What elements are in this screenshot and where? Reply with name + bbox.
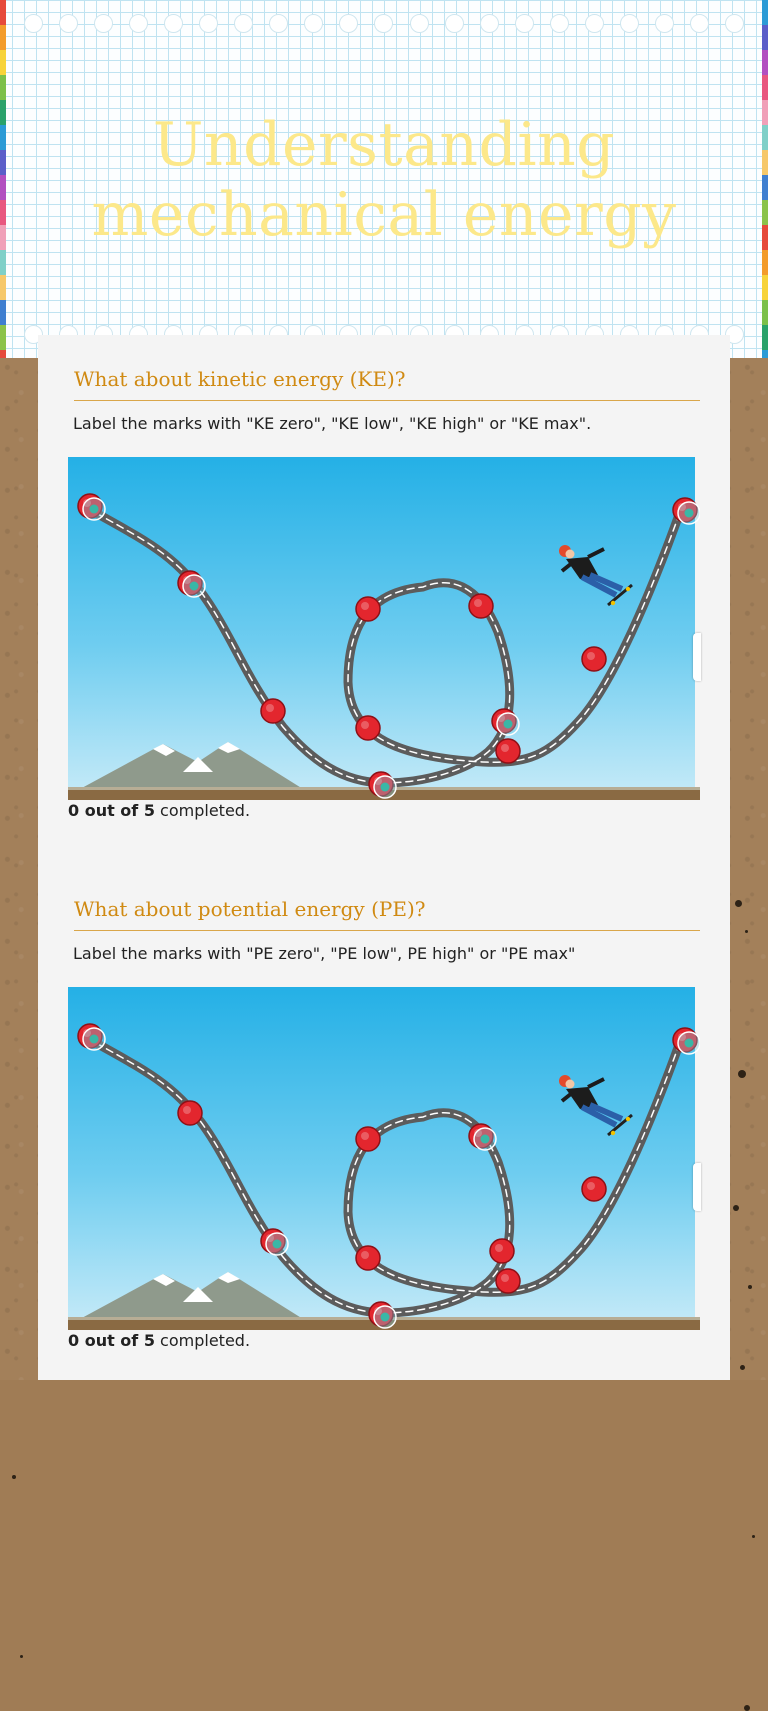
binder-hole [690, 14, 709, 33]
question-1-progress-suffix: completed. [154, 801, 251, 820]
side-handle-1[interactable] [693, 633, 701, 681]
header-banner [0, 0, 768, 358]
red-marker[interactable] [356, 716, 380, 740]
worksheet-card [38, 335, 730, 1380]
binder-hole [374, 14, 393, 33]
side-handle-2[interactable] [693, 1163, 701, 1211]
red-marker[interactable] [356, 597, 380, 621]
question-2-progress-count: 0 out of 5 [68, 1331, 155, 1350]
roller-coaster-diagram-2 [68, 987, 700, 1330]
binder-hole [129, 14, 148, 33]
red-marker[interactable] [261, 699, 285, 723]
binder-hole [515, 14, 534, 33]
question-2-progress-suffix: completed. [154, 1331, 251, 1350]
red-marker[interactable] [496, 739, 520, 763]
red-marker[interactable] [178, 1101, 202, 1125]
red-marker[interactable] [469, 594, 493, 618]
binder-hole [620, 14, 639, 33]
binder-hole [269, 14, 288, 33]
binder-hole [550, 14, 569, 33]
binder-hole [234, 14, 253, 33]
roller-coaster-diagram-1 [68, 457, 700, 800]
binder-hole [410, 14, 429, 33]
question-1-heading: What about kinetic energy (KE)? [74, 367, 700, 401]
question-1-progress-count: 0 out of 5 [68, 801, 155, 820]
red-marker[interactable] [490, 1239, 514, 1263]
binder-hole [725, 14, 744, 33]
page-title: Understanding mechanical energy [91, 110, 677, 250]
question-2-progress [68, 1331, 250, 1350]
question-1-instruction: Label the marks with "KE zero", "KE low", "KE high" or "KE max". [73, 414, 592, 433]
binder-hole [59, 14, 78, 33]
red-marker[interactable] [356, 1246, 380, 1270]
binder-hole [655, 14, 674, 33]
binder-hole [445, 14, 464, 33]
binder-hole [24, 14, 43, 33]
red-marker[interactable] [582, 1177, 606, 1201]
binder-hole [585, 14, 604, 33]
binder-holes-top [0, 14, 768, 34]
binder-hole [199, 14, 218, 33]
binder-hole [164, 14, 183, 33]
red-marker[interactable] [356, 1127, 380, 1151]
question-2-heading: What about potential energy (PE)? [74, 897, 700, 931]
red-marker[interactable] [582, 647, 606, 671]
question-2-instruction: Label the marks with "PE zero", "PE low", PE high" or "PE max" [73, 944, 576, 963]
question-1-progress [68, 801, 250, 820]
question-1-scene [68, 457, 700, 800]
binder-hole [304, 14, 323, 33]
question-2-scene [68, 987, 700, 1330]
binder-hole [94, 14, 113, 33]
red-marker[interactable] [496, 1269, 520, 1293]
binder-hole [339, 14, 358, 33]
binder-hole [480, 14, 499, 33]
